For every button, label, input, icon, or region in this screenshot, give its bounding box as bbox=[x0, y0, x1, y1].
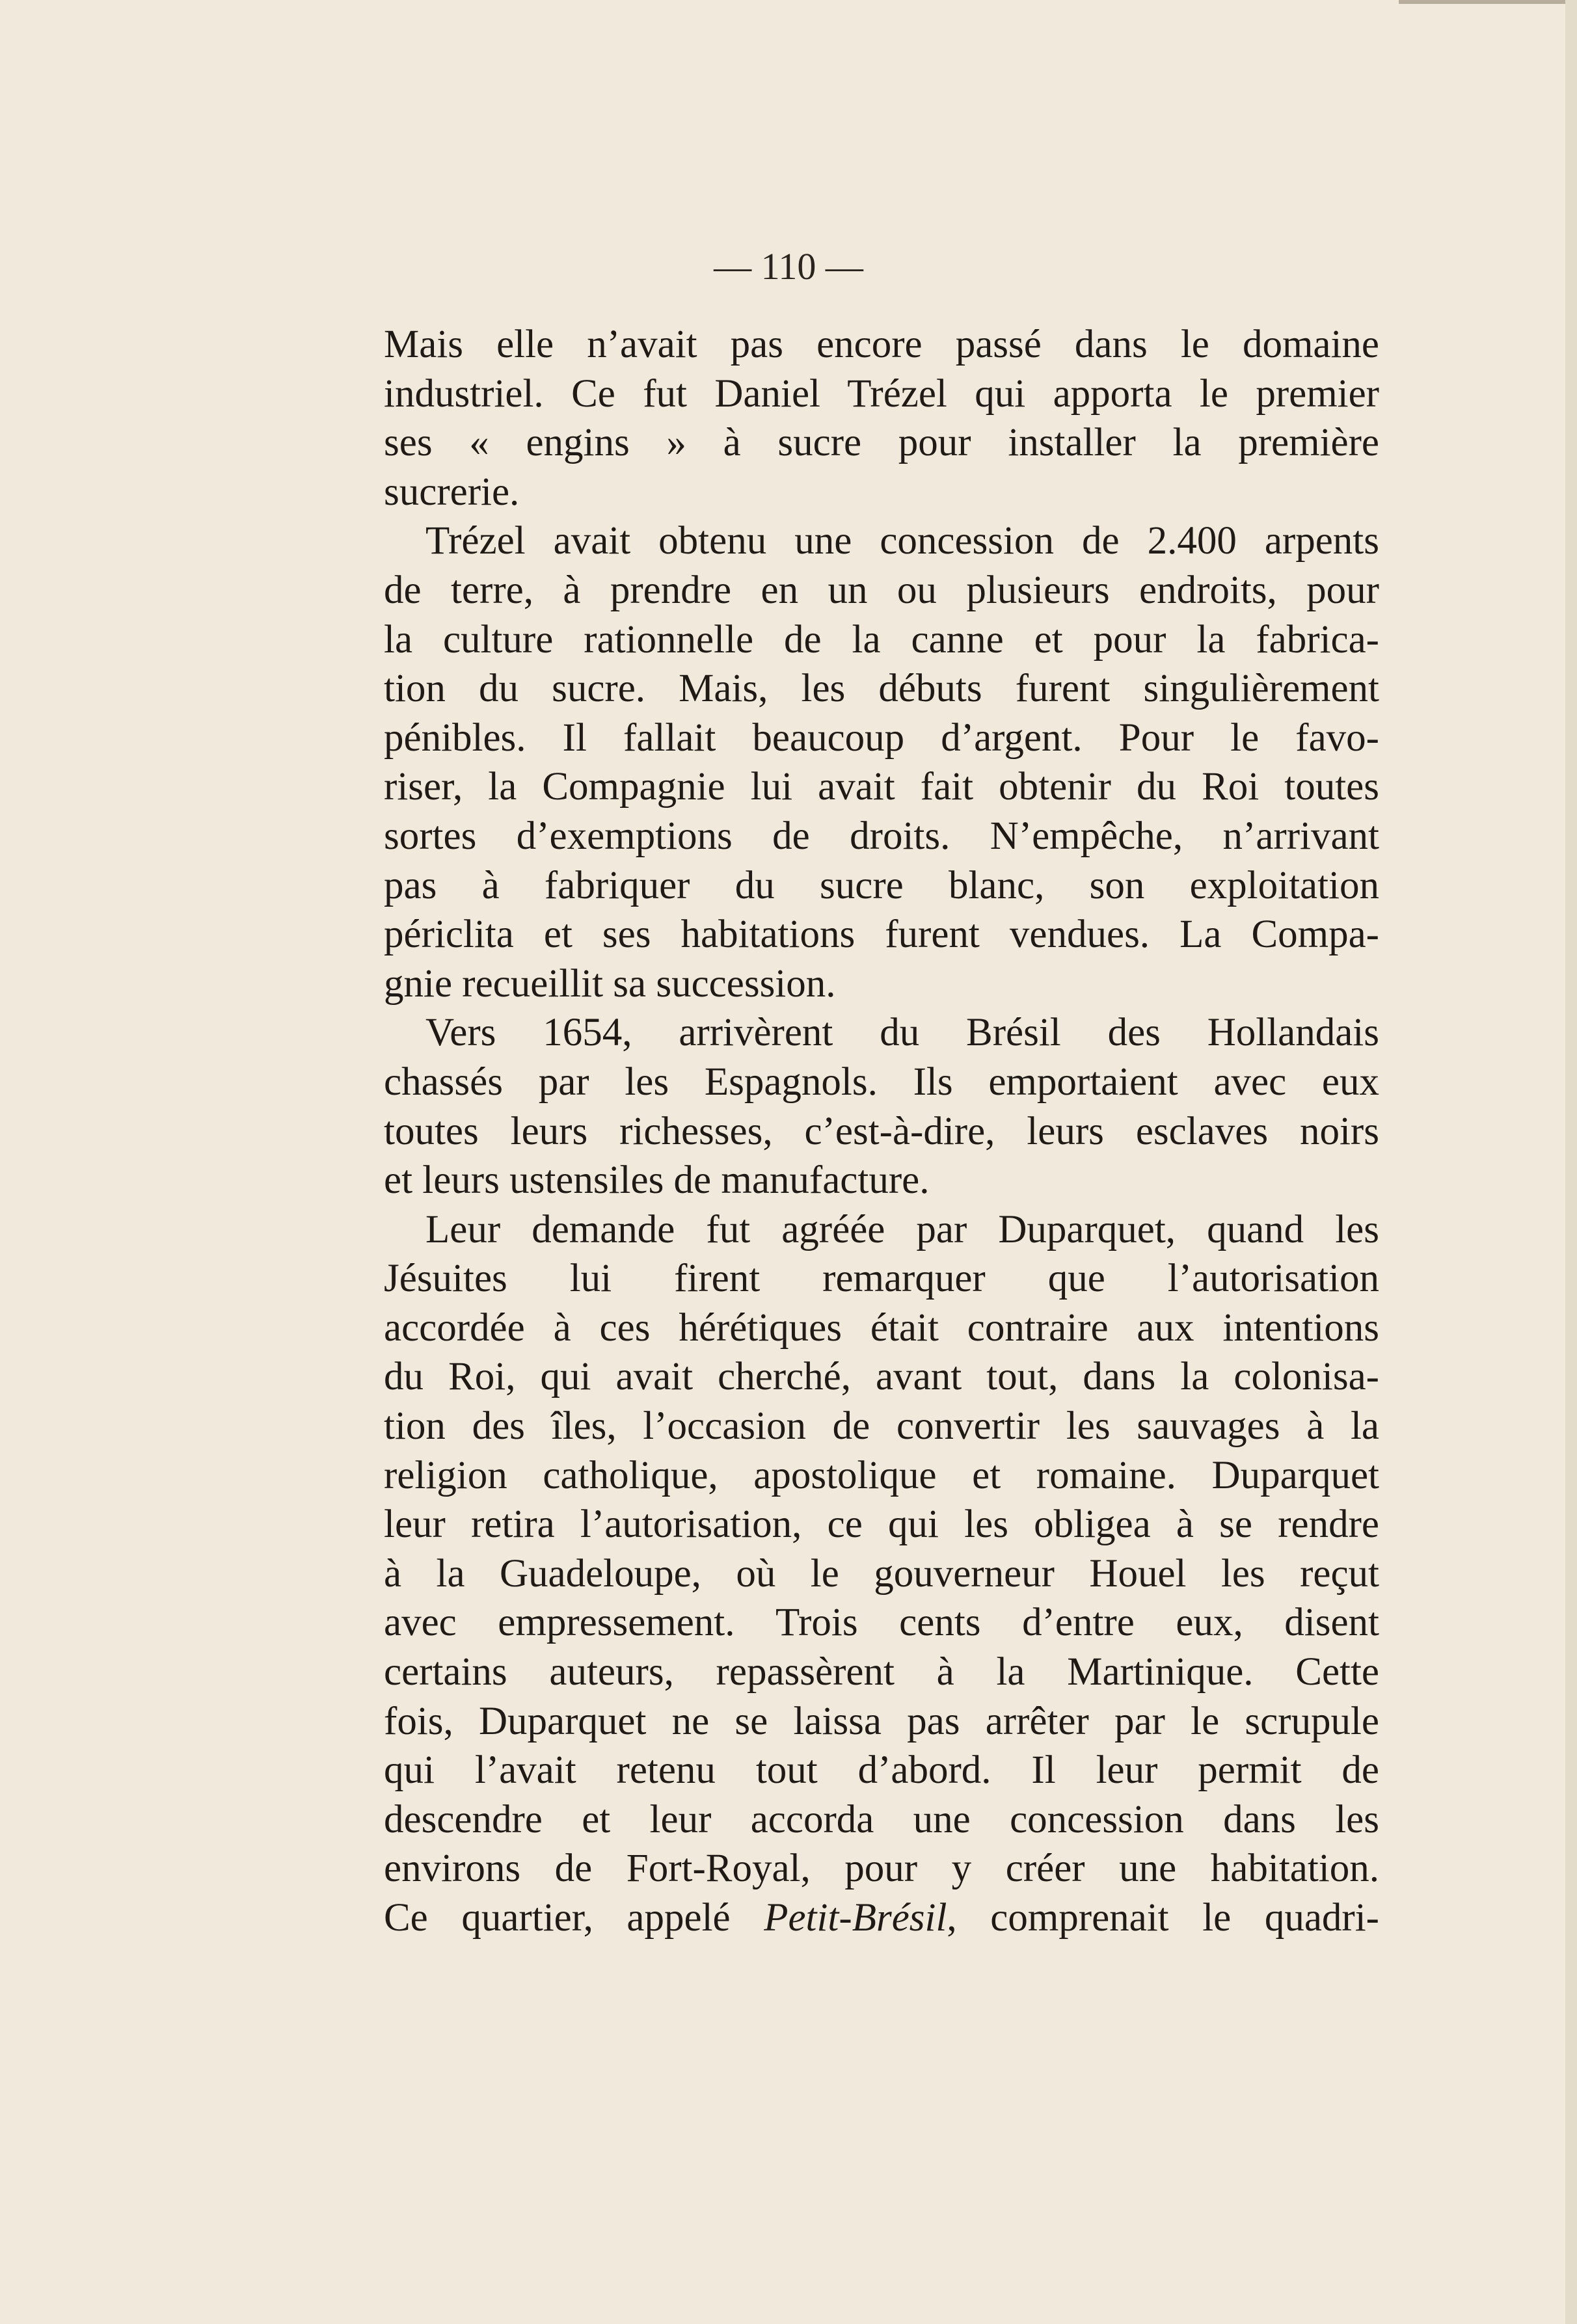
text-line: et leurs ustensiles de manufacture. bbox=[384, 1158, 930, 1203]
text-line: Vers 1654, arrivèrent du Brésil des Hollandais bbox=[425, 1011, 1379, 1055]
text-line: tion des îles, l’occasion de convertir les sauvages à la bbox=[384, 1404, 1379, 1449]
text-line: périclita et ses habitations furent vendues. La Compa- bbox=[384, 913, 1379, 957]
text-line: chassés par les Espagnols. Ils emportaient avec eux bbox=[384, 1060, 1379, 1104]
text-line: environs de Fort-Royal, pour y créer une habitation. bbox=[384, 1847, 1379, 1891]
text-line: Leur demande fut agréée par Duparquet, quand les bbox=[425, 1207, 1379, 1251]
text-line: leur retira l’autorisation, ce qui les obligea à se rendre bbox=[384, 1503, 1379, 1547]
text-line: à la Guadeloupe, où le gouverneur Houel les reçut bbox=[384, 1551, 1379, 1596]
text-line: gnie recueillit sa succession. bbox=[384, 961, 836, 1006]
text-line: Trézel avait obtenu une concession de 2.400 arpents bbox=[425, 519, 1379, 563]
text-line: industriel. Ce fut Daniel Trézel qui apporta le premier bbox=[384, 371, 1379, 416]
scan-edge-top bbox=[1399, 0, 1577, 4]
text-line: Mais elle n’avait pas encore passé dans le domaine bbox=[384, 323, 1379, 366]
text-line: toutes leurs richesses, c’est-à-dire, leurs esclaves noirs bbox=[384, 1109, 1379, 1153]
text-line: du Roi, qui avait cherché, avant tout, dans la colonisa- bbox=[384, 1355, 1379, 1399]
text-line: pénibles. Il fallait beaucoup d’argent. Pour le favo- bbox=[384, 715, 1379, 760]
text-line: religion catholique, apostolique et romaine. Duparquet bbox=[384, 1453, 1379, 1497]
italic-place-name: Petit-Brésil bbox=[764, 1896, 947, 1940]
text-segment: , comprenait le quadri- bbox=[947, 1896, 1379, 1940]
text-line: descendre et leur accorda une concession dans les bbox=[384, 1797, 1379, 1841]
text-line: sucrerie. bbox=[384, 470, 520, 514]
scan-edge-right bbox=[1565, 0, 1577, 2324]
text-line-with-italic bbox=[384, 1893, 1379, 1943]
text-line: Jésuites lui firent remarquer que l’autorisation bbox=[384, 1257, 1379, 1301]
text-line: riser, la Compagnie lui avait fait obtenir du Roi toutes bbox=[384, 765, 1379, 809]
body-text bbox=[384, 320, 1379, 1943]
text-line: pas à fabriquer du sucre blanc, son exploitation bbox=[384, 863, 1379, 907]
text-line: ses « engins » à sucre pour installer la première bbox=[384, 421, 1379, 465]
text-line: accordée à ces hérétiques était contraire aux intentions bbox=[384, 1305, 1379, 1350]
text-line: de terre, à prendre en un ou plusieurs endroits, pour bbox=[384, 568, 1379, 612]
text-segment: Ce quartier, appelé bbox=[384, 1896, 764, 1940]
text-line: qui l’avait retenu tout d’abord. Il leur permit de bbox=[384, 1748, 1379, 1793]
text-line: avec empressement. Trois cents d’entre eux, disent bbox=[384, 1601, 1379, 1645]
text-line: la culture rationnelle de la canne et pour la fabrica- bbox=[384, 617, 1379, 661]
text-line: tion du sucre. Mais, les débuts furent singulièrement bbox=[384, 667, 1379, 711]
page-number: — 110 — bbox=[714, 245, 863, 287]
text-line: sortes d’exemptions de droits. N’empêche, n’arrivant bbox=[384, 814, 1379, 858]
text-line: fois, Duparquet ne se laissa pas arrêter par le scrupule bbox=[384, 1699, 1379, 1743]
text-line: certains auteurs, repassèrent à la Martinique. Cette bbox=[384, 1650, 1379, 1694]
